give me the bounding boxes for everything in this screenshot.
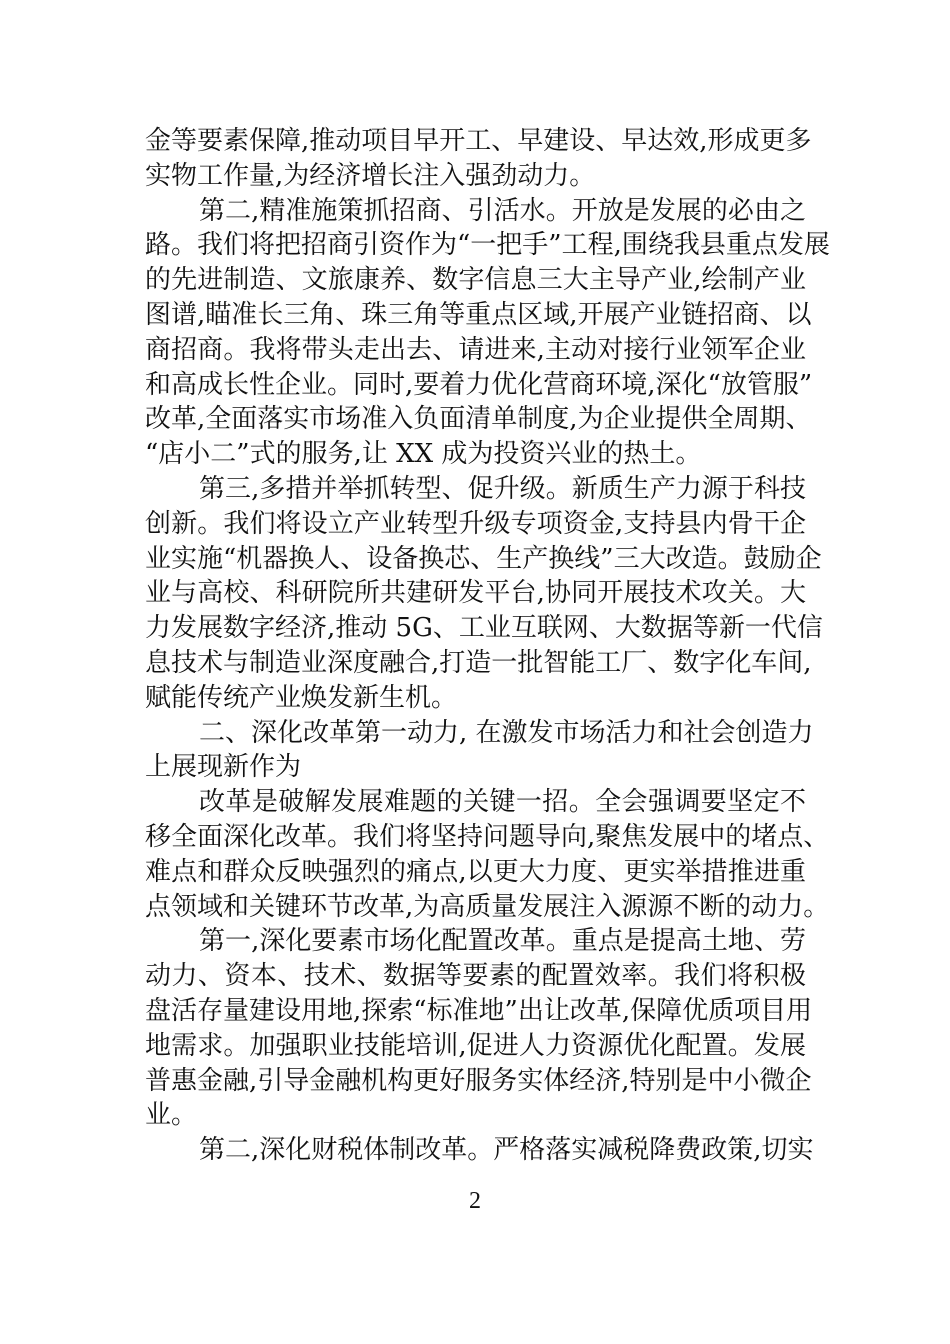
- text-line: 改革,全面落实市场准入负面清单制度,为企业提供全周期、: [145, 404, 812, 435]
- paragraph: [145, 124, 812, 194]
- paragraph: [145, 194, 830, 472]
- text-line: 路。我们将把招商引资作为“一把手”工程,围绕我县重点发展: [145, 230, 830, 261]
- text-line: 创新。我们将设立产业转型升级专项资金,支持县内骨干企: [145, 508, 806, 539]
- page-number: 2: [469, 1188, 481, 1214]
- text-line: 盘活存量建设用地,探索“标准地”出让改革,保障优质项目用: [145, 995, 813, 1026]
- text-line: 实物工作量,为经济增长注入强劲动力。: [145, 160, 596, 191]
- document-body: [145, 124, 830, 1168]
- text-line: 业与高校、科研院所共建研发平台,协同开展技术攻关。大: [145, 578, 806, 609]
- paragraph: [145, 472, 823, 716]
- text-line: 图谱,瞄准长三角、珠三角等重点区域,开展产业链招商、以: [145, 299, 812, 330]
- paragraph: [145, 1133, 814, 1168]
- text-line: 第一,深化要素市场化配置改革。重点是提高土地、劳: [199, 926, 806, 957]
- text-line: 金等要素保障,推动项目早开工、早建设、早达效,形成更多: [145, 126, 812, 156]
- text-line: 地需求。加强职业技能培训,促进人力资源优化配置。发展: [145, 1030, 806, 1061]
- text-line: 第二,精准施策抓招商、引活水。开放是发展的必由之: [199, 195, 806, 226]
- text-line: 业。: [145, 1100, 198, 1131]
- text-line: 的先进制造、文旅康养、数字信息三大主导产业,绘制产业: [145, 265, 806, 296]
- text-line: 和高成长性企业。同时,要着力优化营商环境,深化“放管服”: [145, 369, 813, 400]
- text-line: 业实施“机器换人、设备换芯、生产换线”三大改造。鼓励企: [145, 543, 822, 574]
- text-line: 息技术与制造业深度融合,打造一批智能工厂、数字化车间,: [145, 647, 812, 678]
- text-line: 赋能传统产业焕发新生机。: [145, 682, 458, 713]
- text-line: 二、深化改革第一动力, 在激发市场活力和社会创造力: [199, 717, 814, 748]
- text-line: 难点和群众反映强烈的痛点,以更大力度、更实举措推进重: [145, 856, 806, 887]
- paragraph: [145, 924, 813, 1133]
- text-line: 点领域和关键环节改革,为高质量发展注入源源不断的动力。: [145, 891, 830, 922]
- text-line: 移全面深化改革。我们将坚持问题导向,聚焦发展中的堵点、: [145, 821, 830, 852]
- text-line: 上展现新作为: [145, 752, 302, 783]
- text-line: 动力、资本、技术、数据等要素的配置效率。我们将积极: [145, 961, 806, 992]
- paragraph: [145, 785, 830, 924]
- text-line: 力发展数字经济,推动 5G、工业互联网、大数据等新一代信: [145, 613, 823, 644]
- text-line: 商招商。我将带头走出去、请进来,主动对接行业领军企业: [145, 334, 806, 365]
- text-line: 第三,多措并举抓转型、促升级。新质生产力源于科技: [199, 473, 806, 504]
- text-line: “店小二”式的服务,让 XX 成为投资兴业的热土。: [145, 439, 702, 470]
- text-line: 普惠金融,引导金融机构更好服务实体经济,特别是中小微企: [145, 1065, 812, 1096]
- paragraph: [145, 716, 814, 786]
- text-line: 改革是破解发展难题的关键一招。全会强调要坚定不: [199, 787, 806, 818]
- text-line: 第二,深化财税体制改革。严格落实减税降费政策,切实: [199, 1135, 814, 1166]
